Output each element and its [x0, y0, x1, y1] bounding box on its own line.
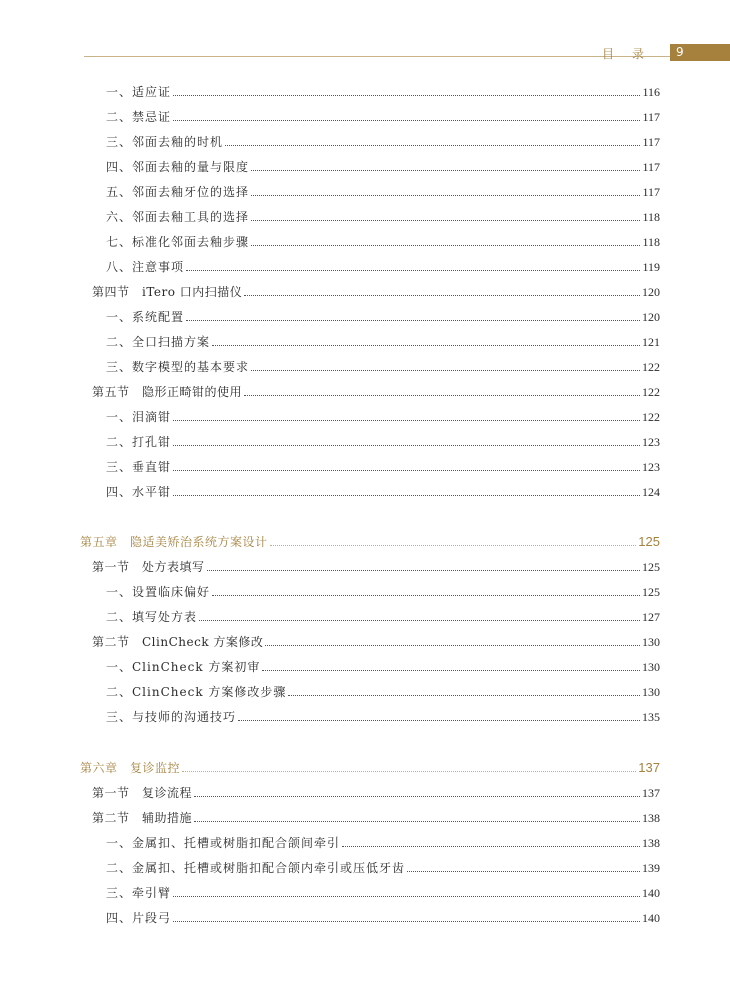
toc-entry[interactable]: 一、金属扣、托槽或树脂扣配合颌间牵引 138 — [106, 833, 660, 851]
dot-leader — [173, 107, 640, 121]
dot-leader — [194, 783, 640, 797]
dot-leader — [244, 282, 640, 296]
toc-entry[interactable]: 二、填写处方表 127 — [106, 607, 660, 625]
toc-entry[interactable]: 一、ClinCheck 方案初审 130 — [106, 657, 660, 675]
toc-entry[interactable]: 三、垂直钳 123 — [106, 457, 660, 475]
toc-section-entry[interactable]: 第二节 ClinCheck 方案修改 130 — [92, 632, 660, 650]
toc-entry[interactable]: 三、数字模型的基本要求 122 — [106, 357, 660, 375]
toc-entry[interactable]: 六、邻面去釉工具的选择 118 — [106, 207, 660, 225]
dot-leader — [173, 407, 640, 421]
toc-entry[interactable]: 三、与技师的沟通技巧 135 — [106, 707, 660, 725]
dot-leader — [342, 833, 640, 847]
toc-entry[interactable]: 一、设置临床偏好 125 — [106, 582, 660, 600]
dot-leader — [251, 357, 640, 371]
page-number-tab: 9 — [670, 44, 730, 61]
dot-leader — [265, 632, 640, 646]
toc-section-entry[interactable]: 第一节 复诊流程 137 — [92, 783, 660, 801]
dot-leader — [173, 82, 640, 96]
toc-entry[interactable]: 七、标准化邻面去釉步骤 118 — [106, 232, 660, 250]
dot-leader — [173, 908, 640, 922]
dot-leader — [238, 707, 640, 721]
toc-entry[interactable]: 三、牵引臂 140 — [106, 883, 660, 901]
toc-entry[interactable]: 二、全口扫描方案 121 — [106, 332, 660, 350]
running-header-title: 目录 — [601, 47, 662, 61]
dot-leader — [212, 332, 640, 346]
toc-entry[interactable]: 四、水平钳 124 — [106, 482, 660, 500]
toc-entry[interactable]: 一、适应证 116 — [106, 82, 660, 100]
toc-section-entry[interactable]: 第四节 iTero 口内扫描仪 120 — [92, 282, 660, 300]
dot-leader — [173, 457, 640, 471]
toc-entry[interactable]: 一、泪滴钳 122 — [106, 407, 660, 425]
dot-leader — [251, 232, 640, 246]
toc-entry[interactable]: 二、金属扣、托槽或树脂扣配合颌内牵引或压低牙齿 139 — [106, 858, 660, 876]
toc-entry[interactable]: 二、ClinCheck 方案修改步骤 130 — [106, 682, 660, 700]
toc-entry[interactable]: 二、禁忌证 117 — [106, 107, 660, 125]
toc-entry[interactable]: 四、邻面去釉的量与限度 117 — [106, 157, 660, 175]
dot-leader — [288, 682, 640, 696]
dot-leader — [270, 532, 637, 546]
toc-section-entry[interactable]: 第一节 处方表填写 125 — [92, 557, 660, 575]
dot-leader — [251, 157, 640, 171]
dot-leader — [173, 432, 640, 446]
toc-section-entry[interactable]: 第二节 辅助措施 138 — [92, 808, 660, 826]
header-rule — [84, 56, 670, 57]
dot-leader — [186, 257, 640, 271]
dot-leader — [182, 758, 636, 772]
dot-leader — [173, 482, 640, 496]
dot-leader — [251, 207, 640, 221]
dot-leader — [225, 132, 640, 146]
toc-chapter-entry[interactable]: 第六章 复诊监控 137 — [80, 760, 660, 775]
dot-leader — [407, 858, 640, 872]
dot-leader — [244, 382, 640, 396]
toc-entry[interactable]: 八、注意事项 119 — [106, 257, 660, 275]
toc-entry[interactable]: 五、邻面去釉牙位的选择 117 — [106, 182, 660, 200]
dot-leader — [186, 307, 640, 321]
dot-leader — [262, 657, 640, 671]
toc-entry[interactable]: 二、打孔钳 123 — [106, 432, 660, 450]
toc-section-entry[interactable]: 第五节 隐形正畸钳的使用 122 — [92, 382, 660, 400]
dot-leader — [212, 582, 640, 596]
dot-leader — [173, 883, 640, 897]
dot-leader — [207, 557, 640, 571]
toc-entry[interactable]: 四、片段弓 140 — [106, 908, 660, 926]
toc-entry[interactable]: 三、邻面去釉的时机 117 — [106, 132, 660, 150]
dot-leader — [199, 607, 640, 621]
toc-entry[interactable]: 一、系统配置 120 — [106, 307, 660, 325]
dot-leader — [251, 182, 640, 196]
toc-chapter-entry[interactable]: 第五章 隐适美矫治系统方案设计 125 — [80, 534, 660, 549]
dot-leader — [194, 808, 640, 822]
